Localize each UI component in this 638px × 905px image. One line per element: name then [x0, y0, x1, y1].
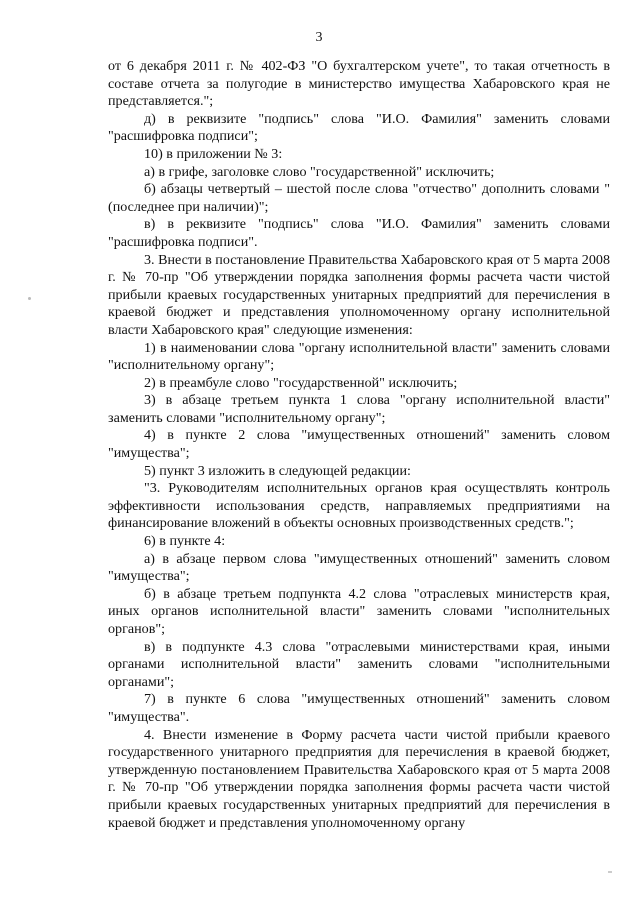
scan-speck: [608, 871, 612, 873]
paragraph: 5) пункт 3 изложить в следующей редакции:: [144, 462, 411, 479]
paragraph: 1) в наименовании слова "органу исполнительной власти" заменить словами "исполнительному органу";: [108, 339, 610, 374]
paragraph: 10) в приложении № 3:: [144, 145, 283, 162]
paragraph: б) в абзаце третьем подпункта 4.2 слова "отраслевых министерств края, иных органов исполнительной власти" заменить словами "исполнительных органов";: [108, 585, 610, 637]
paragraph: 7) в пункте 6 слова "имущественных отношений" заменить словом "имущества".: [108, 691, 610, 725]
document-body: [108, 58, 610, 832]
paragraph: б) абзацы четвертый – шестой после слова "отчество" дополнить словами "(последнее при наличии)";: [108, 181, 610, 215]
paragraph: 4. Внести изменение в Форму расчета части чистой прибыли краевого государственного унитарного предприятия для перечисления в краевой бюджет, утвержденную постановлением Правительства Хабаровского края от 5 марта 2008 г. № 70-пр "Об утверждении порядка заполнения формы расчета части чистой прибыли краевых государственных унитарных предприятий для перечисления в краевой бюджет и представления уполномоченному органу: [108, 726, 610, 831]
paragraph: 2) в преамбуле слово "государственной" исключить;: [144, 374, 458, 391]
scan-speck: [28, 297, 31, 300]
paragraph: от 6 декабря 2011 г. № 402-ФЗ "О бухгалтерском учете", то такая отчетность в составе отчета за полугодие в министерство имущества Хабаровского края не представляется.";: [108, 58, 610, 110]
paragraph: в) в подпункте 4.3 слова "отраслевыми министерствами края, иными органами исполнительной власти" заменить словами "исполнительными органами";: [108, 638, 610, 690]
page-number: 3: [315, 30, 323, 45]
paragraph: в) в реквизите "подпись" слова "И.О. Фамилия" заменить словами "расшифровка подписи".: [108, 216, 610, 250]
paragraph: 6) в пункте 4:: [144, 533, 226, 550]
paragraph: 3) в абзаце третьем пункта 1 слова "органу исполнительной власти" заменить словами "исполнительному органу";: [108, 392, 610, 426]
paragraph: 4) в пункте 2 слова "имущественных отношений" заменить словом "имущества";: [108, 427, 610, 462]
paragraph: д) в реквизите "подпись" слова "И.О. Фамилия" заменить словами "расшифровка подписи";: [108, 110, 610, 145]
paragraph: а) в абзаце первом слова "имущественных отношений" заменить словом "имущества";: [108, 550, 610, 585]
paragraph: 3. Внести в постановление Правительства Хабаровского края от 5 марта 2008 г. № 70-пр "Об утверждении порядка заполнения формы расчета части чистой прибыли краевых государственных унитарных предприятий для перечисления в краевой бюджет и представления уполномоченному органу исполнительной власти Хабаровского края" следующие изменения:: [108, 251, 610, 338]
paragraph: "3. Руководителям исполнительных органов края осуществлять контроль эффективности использования средств, направляемых предприятиями на финансирование вложений в объекты основных производственных средств.";: [108, 480, 610, 532]
paragraph: а) в грифе, заголовке слово "государственной" исключить;: [144, 163, 495, 180]
